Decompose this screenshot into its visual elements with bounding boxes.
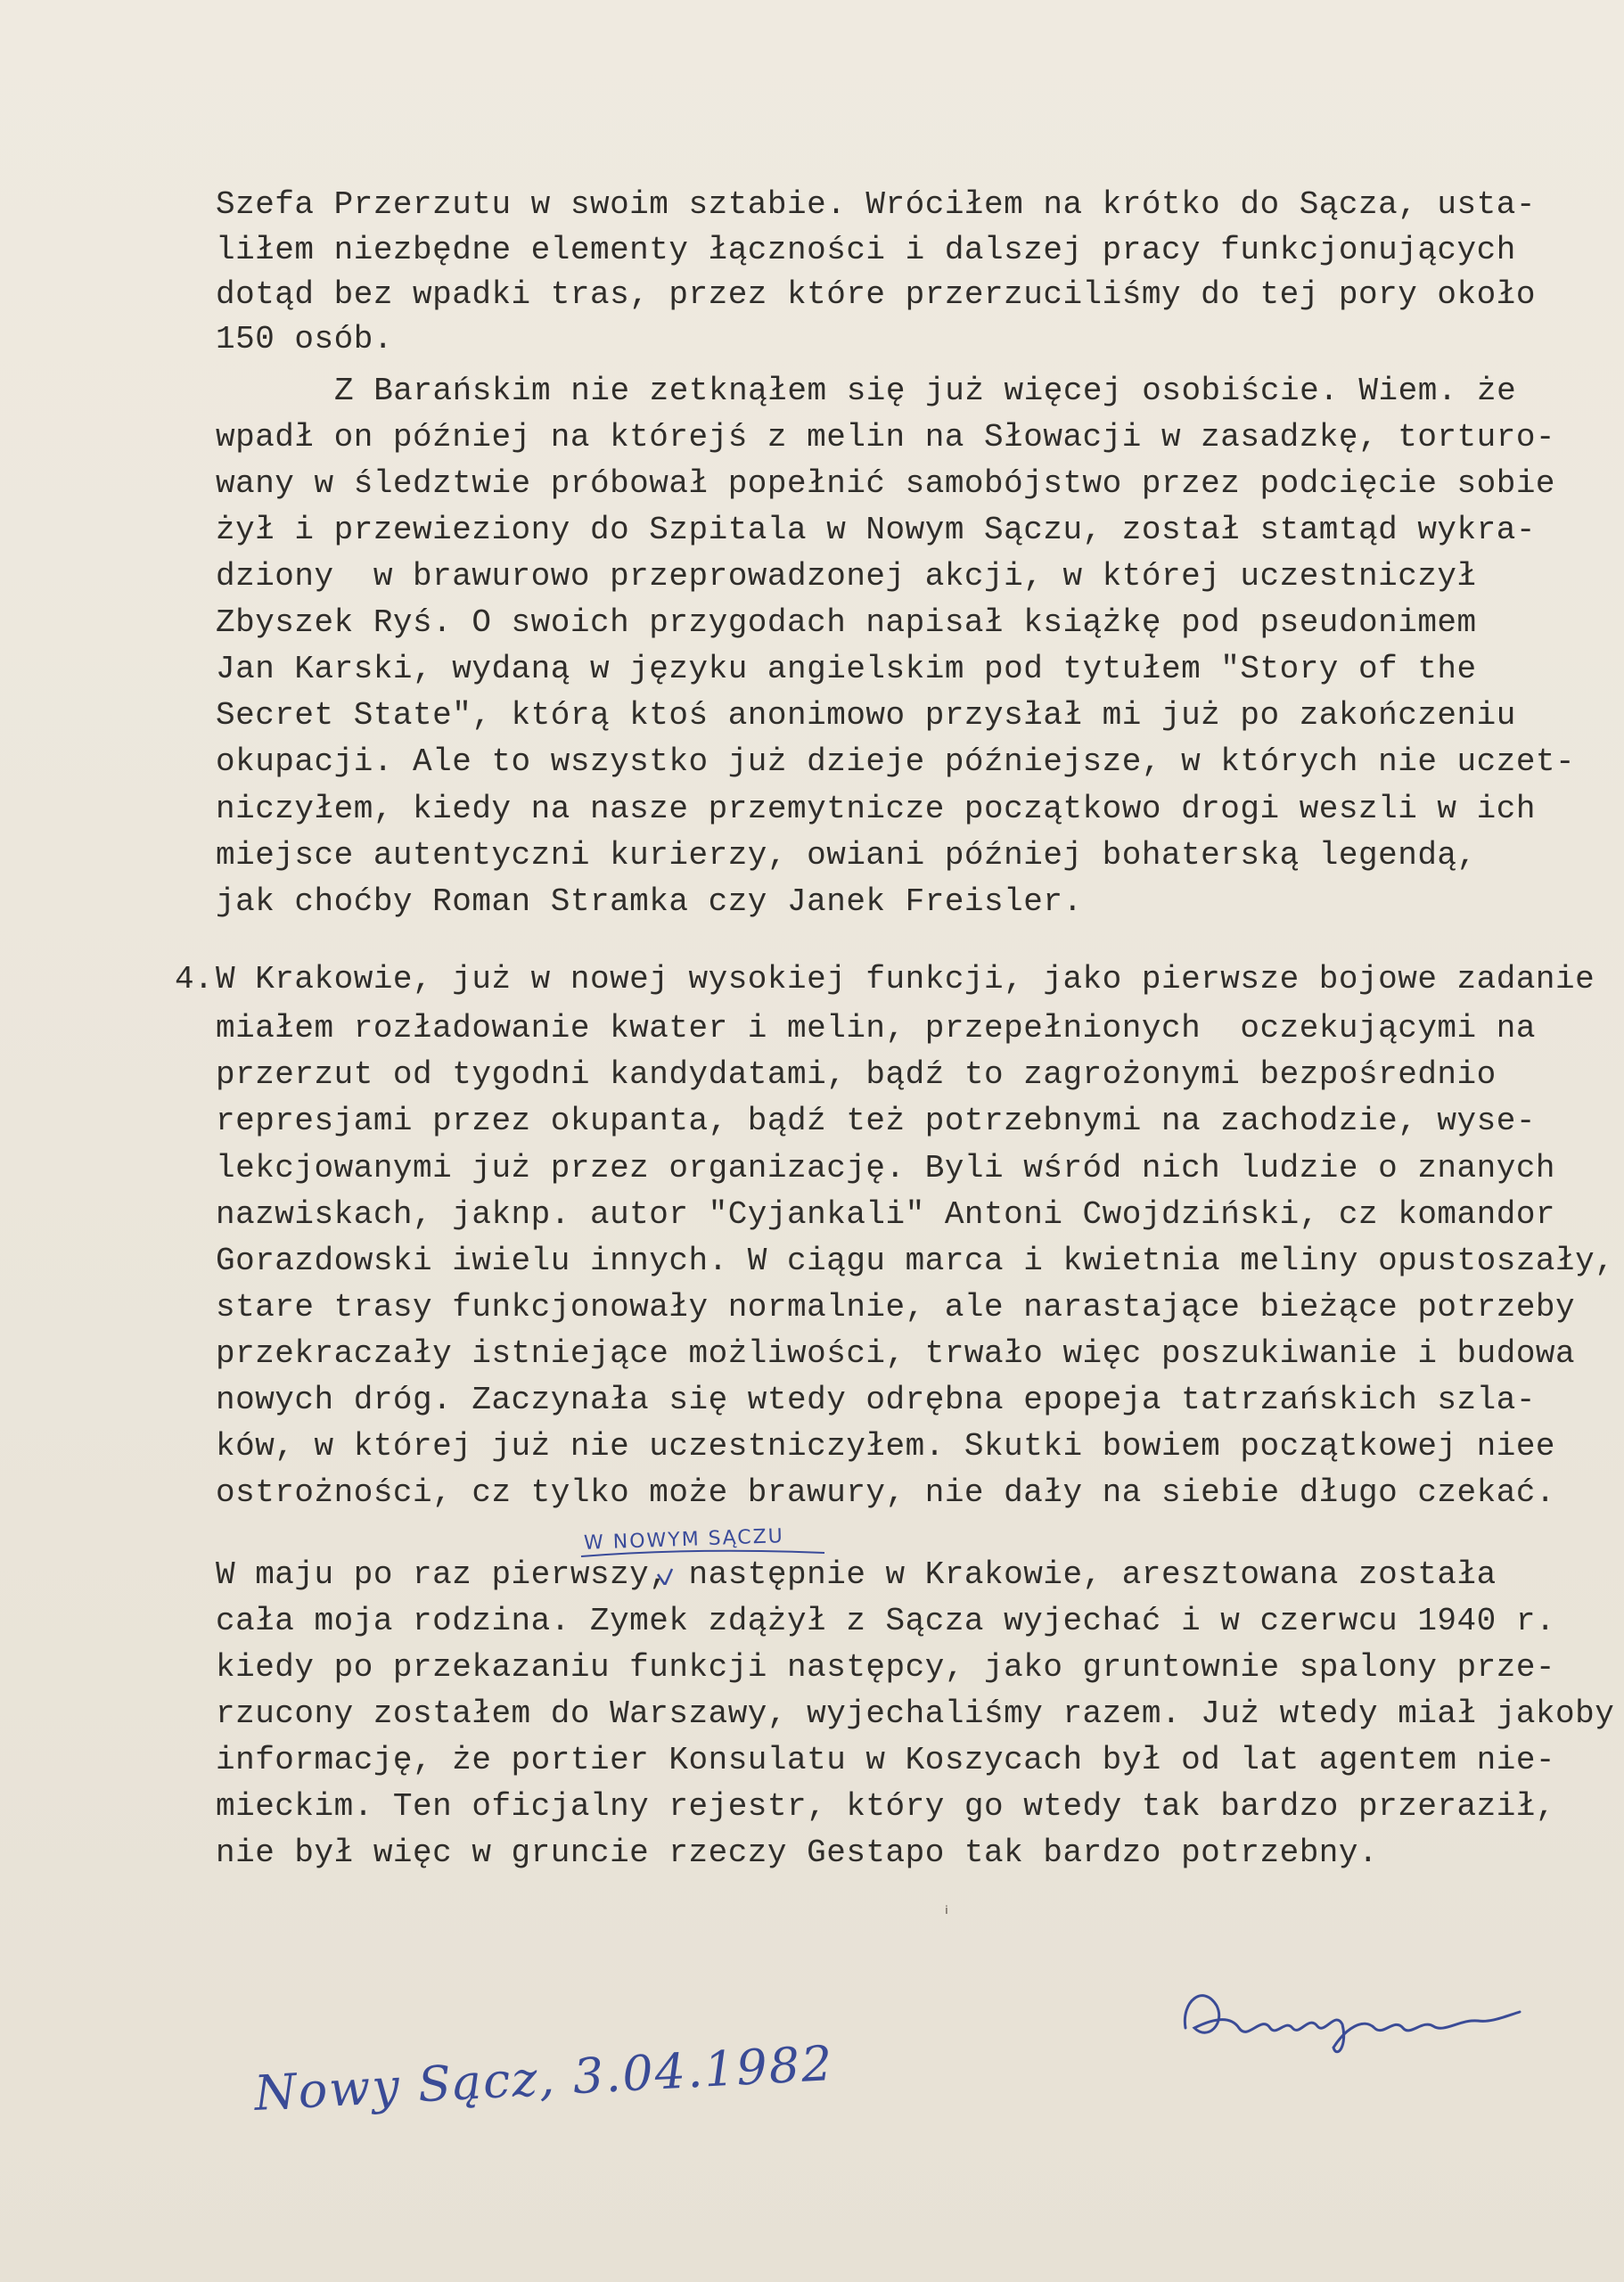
text-line: mieckim. Ten oficjalny rejestr, który go wtedy tak bardzo przeraził, — [216, 1788, 1556, 1825]
text-line: Gorazdowski iwielu innych. W ciągu marca i kwietnia meliny opustoszały, — [216, 1243, 1615, 1279]
text-line: miejsce autentyczni kurierzy, owiani później bohaterską legendą, — [216, 837, 1477, 874]
text-line: W maju po raz pierwszy, następnie w Krakowie, aresztowana została — [216, 1556, 1497, 1593]
text-line: Z Barańskim nie zetknąłem się już więcej osobiście. Wiem. że — [334, 373, 1517, 409]
text-line: nie był więc w gruncie rzeczy Gestapo tak bardzo potrzebny. — [216, 1835, 1379, 1871]
text-line: W Krakowie, już w nowej wysokiej funkcji, jako pierwsze bojowe zadanie — [216, 961, 1595, 997]
text-line: przerzut od tygodni kandydatami, bądź to zagrożonymi bezpośrednio — [216, 1056, 1497, 1093]
text-line: ostrożności, cz tylko może brawury, nie dały na siebie długo czekać. — [216, 1474, 1556, 1511]
handwritten-insertion: W NOWYM SĄCZU — [583, 1525, 785, 1555]
text-line: represjami przez okupanta, bądź też potrzebnymi na zachodzie, wyse- — [216, 1103, 1536, 1139]
signature-icon — [1177, 1966, 1533, 2064]
text-line: wany w śledztwie próbował popełnić samobójstwo przez podcięcie sobie — [216, 465, 1556, 502]
text-line: jak choćby Roman Stramka czy Janek Freisler. — [216, 883, 1083, 920]
text-line: kiedy po przekazaniu funkcji następcy, jako gruntownie spalony prze- — [216, 1649, 1556, 1686]
text-line: nazwiskach, jaknp. autor "Cyjankali" Antoni Cwojdziński, cz komandor — [216, 1196, 1556, 1233]
text-line: lekcjowanymi już przez organizację. Byli wśród nich ludzie o znanych — [216, 1150, 1556, 1186]
text-line: niczyłem, kiedy na nasze przemytnicze początkowo drogi weszli w ich — [216, 791, 1536, 827]
text-line: cała moja rodzina. Zymek zdążył z Sącza wyjechać i w czerwcu 1940 r. — [216, 1603, 1556, 1639]
text-line: informację, że portier Konsulatu w Koszycach był od lat agentem nie- — [216, 1742, 1556, 1778]
text-line: wpadł on później na którejś z melin na Słowacji w zasadzkę, torturo- — [216, 419, 1556, 456]
paragraph-number: 4. — [175, 961, 214, 997]
text-line: Jan Karski, wydaną w języku angielskim pod tytułem "Story of the — [216, 651, 1477, 687]
text-line: dotąd bez wpadki tras, przez które przerzuciliśmy do tej pory około — [216, 276, 1536, 313]
text-line: nowych dróg. Zaczynała się wtedy odrębna epopeja tatrzańskich szla- — [216, 1382, 1536, 1418]
stray-mark-icon: ⁱ — [945, 1903, 948, 1925]
text-line: okupacji. Ale to wszystko już dzieje późniejsze, w których nie uczet- — [216, 743, 1576, 780]
text-line: liłem niezbędne elementy łączności i dalszej pracy funkcjonujących — [216, 232, 1516, 268]
text-line: 150 osób. — [216, 321, 393, 357]
text-line: Szefa Przerzutu w swoim sztabie. Wróciłem na krótko do Sącza, usta- — [216, 186, 1536, 223]
text-line: ków, w której już nie uczestniczyłem. Skutki bowiem początkowej niee — [216, 1428, 1556, 1465]
text-line: przekraczały istniejące możliwości, trwało więc poszukiwanie i budowa — [216, 1335, 1576, 1372]
text-line: miałem rozładowanie kwater i melin, przepełnionych oczekującymi na — [216, 1010, 1536, 1047]
text-line: stare trasy funkcjonowały normalnie, ale narastające bieżące potrzeby — [216, 1289, 1576, 1326]
text-line: Secret State", którą ktoś anonimowo przysłał mi już po zakończeniu — [216, 697, 1516, 734]
text-line: dziony w brawurowo przeprowadzonej akcji, w której uczestniczył — [216, 558, 1477, 595]
insertion-mark-icon — [579, 1549, 829, 1585]
place-date: Nowy Sącz, 3.04.1982 — [252, 2035, 835, 2122]
text-line: Zbyszek Ryś. O swoich przygodach napisał książkę pod pseudonimem — [216, 604, 1477, 641]
text-line: rzucony zostałem do Warszawy, wyjechaliśmy razem. Już wtedy miał jakoby — [216, 1695, 1615, 1732]
text-line: żył i przewieziony do Szpitala w Nowym Sączu, został stamtąd wykra- — [216, 512, 1536, 548]
